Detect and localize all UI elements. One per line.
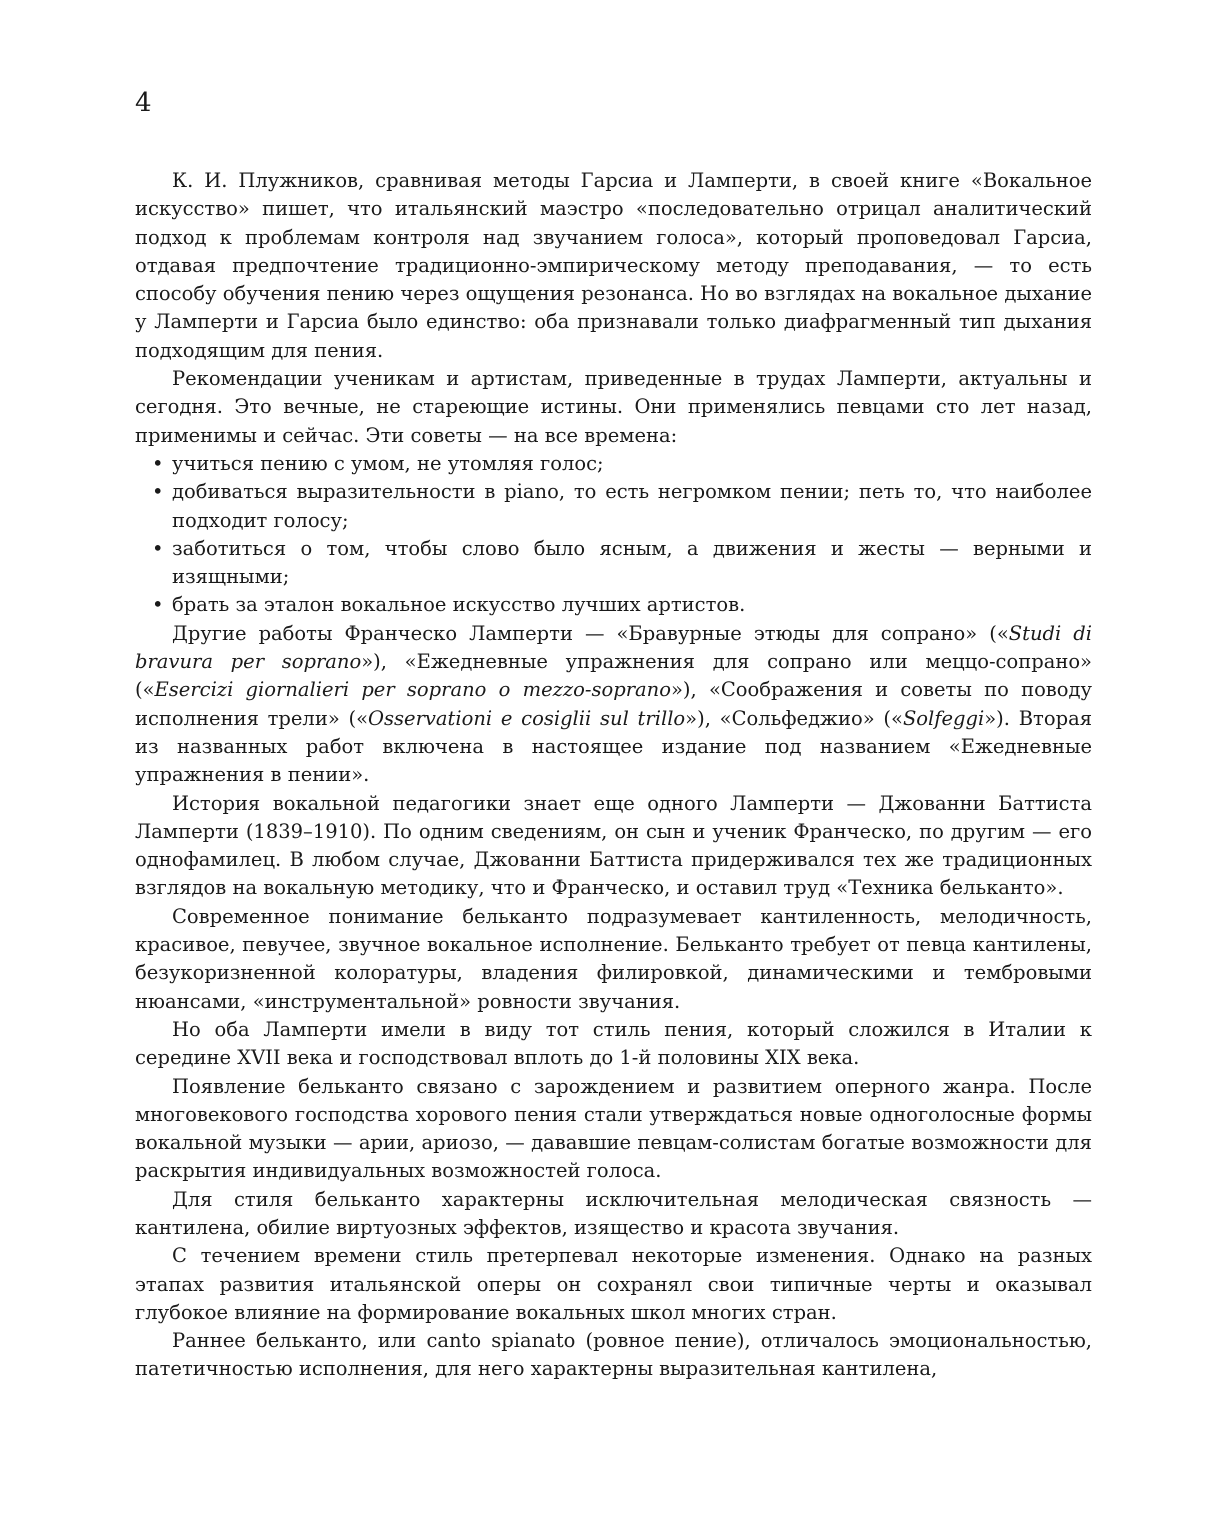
paragraph-early-belcanto: Раннее бельканто, или canto spianato (ровное пение), отличалось эмоциональностью, патетичностью исполнения, для него характерны выразительная кантилена, [135, 1329, 1092, 1381]
bullet-icon: • [152, 593, 164, 617]
title-solfeggi: Solfeggi [902, 706, 985, 730]
title-esercizi: Esercizi giornalieri per soprano o mezzo-soprano [154, 678, 671, 702]
list-item: • добиваться выразительности в piano, то есть негромком пении; петь то, что наиболее подходит голосу; [152, 480, 1092, 532]
advice-list [135, 450, 1092, 620]
paragraph-other-works: Другие работы Франческо Ламперти — «Бравурные этюды для сопрано» («Studi di bravura per soprano»), «Ежедневные упражнения для сопрано или меццо-сопрано» («Esercizi giornalieri per soprano o mezzo-soprano»), «Соображения и советы по поводу исполнения трели» («Osservationi e cosiglii sul trillo»), «Сольфеджио» («Solfeggi»). Вторая из названных работ включена в настоящее издание под названием «Ежедневные упражнения в пении». [135, 621, 1093, 787]
paragraph-giovanni-battista: История вокальной педагогики знает еще одного Ламперти — Джованни Баттиста Ламперти (1839–1910). По одним сведениям, он сын и ученик Франческо, по другим — его однофамилец. В любом случае, Джованни Баттиста придерживался тех же традиционных взглядов на вокальную методику, что и Франческо, и оставил труд «Техника бельканто». [135, 791, 1092, 900]
list-item: • заботиться о том, чтобы слово было ясным, а движения и жесты — верными и изящными; [152, 536, 1092, 589]
paragraph-modern-belcanto: Современное понимание бельканто подразумевает кантиленность, мелодичность, красивое, певучее, звучное вокальное исполнение. Бельканто требует от певца кантилены, безукоризненной колоратуры, владения филировкой, динамическими и тембровыми нюансами, «инструментальной» ровности звучания. [135, 904, 1092, 1013]
page-number: 4 [135, 88, 152, 118]
bullet-icon: • [152, 536, 164, 560]
paragraph-style-origin: Но оба Ламперти имели в виду тот стиль пения, который сложился в Италии к середине XVII века и господствовал вплоть до 1-й половины XIX века. [135, 1017, 1092, 1070]
page-body [135, 167, 1092, 1384]
paragraph-style-changes: С течением времени стиль претерпевал некоторые изменения. Однако на разных этапах развития итальянской оперы он сохранял свои типичные черты и оказывал глубокое влияние на формирование вокальных школ многих стран. [135, 1244, 1092, 1324]
paragraph-style-features: Для стиля бельканто характерны исключительная мелодическая связность — кантилена, обилие виртуозных эффектов, изящество и красота звучания. [135, 1187, 1092, 1239]
title-studi: Studi di bravura per soprano [135, 621, 1093, 674]
list-item: • учиться пению с умом, не утомляя голос; [135, 450, 1092, 478]
bullet-icon: • [152, 480, 164, 504]
paragraph-opera-genre: Появление бельканто связано с зарождением и развитием оперного жанра. После многовекового господства хорового пения стали утверждаться новые одноголосные формы вокальной музыки — арии, ариозо, — дававшие певцам-солистам богатые возможности для раскрытия индивидуальных возможностей голоса. [135, 1074, 1092, 1183]
paragraph-recommendations: Рекомендации ученикам и артистам, приведенные в трудах Ламперти, актуальны и сегодня. Это вечные, не стареющие истины. Они применялись певцами сто лет назад, применимы и сейчас. Эти советы — на все времена: [135, 367, 1092, 447]
list-item: • брать за эталон вокальное искусство лучших артистов. [135, 591, 1092, 619]
bullet-icon: • [152, 451, 164, 475]
paragraph-plushnikov: К. И. Плужников, сравнивая методы Гарсиа и Ламперти, в своей книге «Вокальное искусство» пишет, что итальянский маэстро «последовательно отрицал аналитический подход к проблемам контроля над звучанием голоса», который проповедовал Гарсиа, отдавая предпочтение традиционно-эмпирическому методу преподавания, — то есть способу обучения пению через ощущения резонанса. Но во взглядах на вокальное дыхание у Ламперти и Гарсиа было единство: оба признавали только диафрагменный тип дыхания подходящим для пения. [135, 169, 1092, 362]
title-osservationi: Osservationi e cosiglii sul trillo [368, 706, 686, 730]
